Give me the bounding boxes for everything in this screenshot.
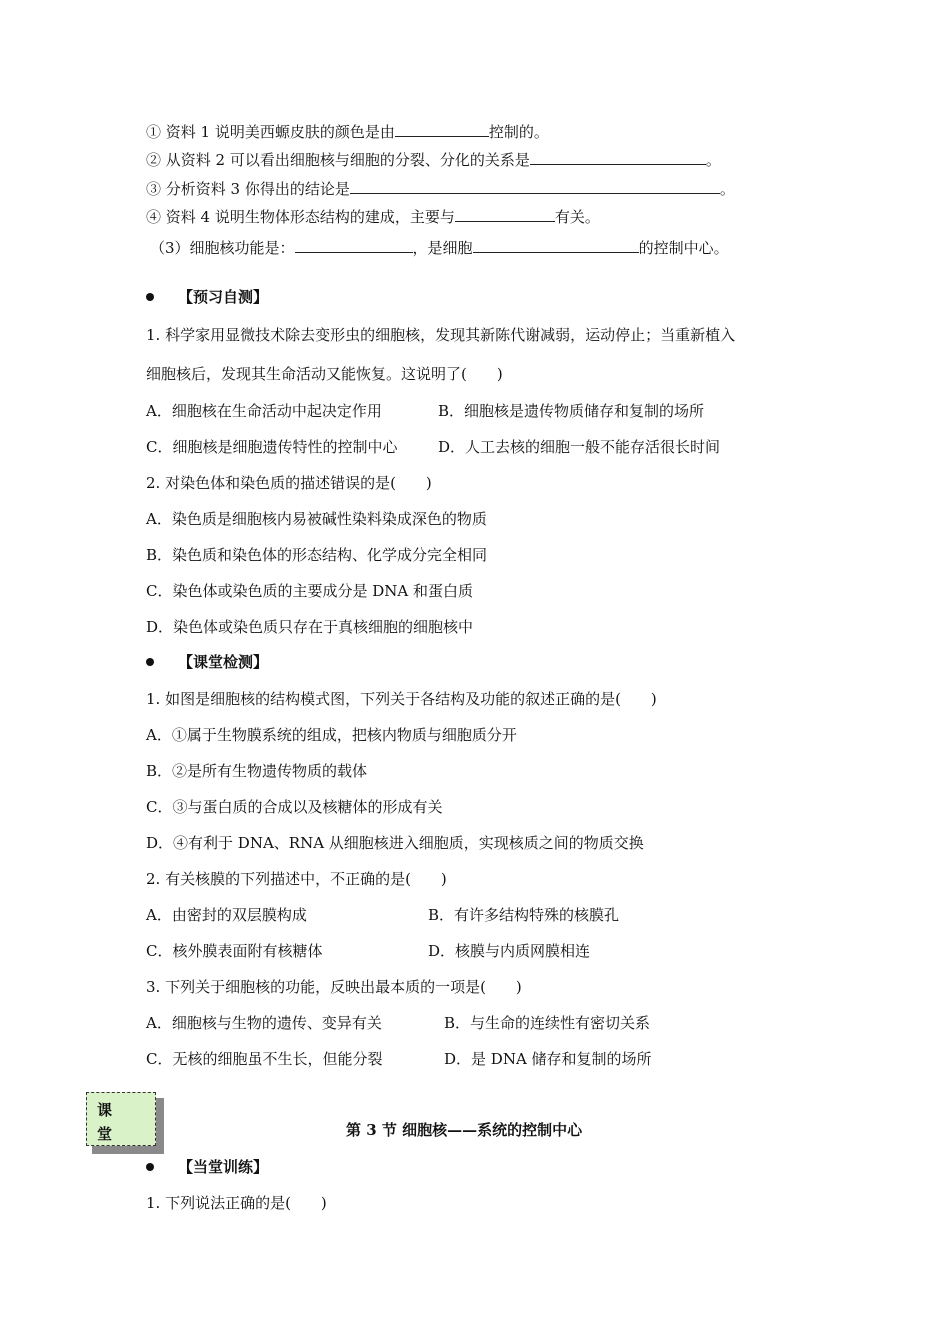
question-text: 2. 有关核膜的下列描述中，不正确的是( ) <box>146 870 447 888</box>
option-a: A．①属于生物膜系统的组成，把核内物质与细胞质分开 <box>146 726 517 744</box>
bullet-icon <box>146 293 154 301</box>
option-a: A．染色质是细胞核内易被碱性染料染成深色的物质 <box>146 510 487 528</box>
question-line-1: ① 资料 1 说明美西螈皮肤的颜色是由 控制的。 <box>146 123 549 141</box>
option-b: B．细胞核是遗传物质储存和复制的场所 <box>438 402 705 420</box>
classroom-stamp <box>86 1092 156 1146</box>
question-text: 1. 下列说法正确的是( ) <box>146 1194 327 1212</box>
answer-blank[interactable] <box>350 179 720 194</box>
stamp-char-1: 课 <box>97 1101 113 1119</box>
bullet-icon <box>146 1163 154 1171</box>
option-c: C．③与蛋白质的合成以及核糖体的形成有关 <box>146 798 443 816</box>
question-line-3: ③ 分析资料 3 你得出的结论是 。 <box>146 180 735 198</box>
option-c: C．核外膜表面附有核糖体 <box>146 942 323 960</box>
option-b: B．②是所有生物遗传物质的载体 <box>146 762 368 780</box>
option-b: B．染色质和染色体的形态结构、化学成分完全相同 <box>146 546 488 564</box>
question-text: 3. 下列关于细胞核的功能，反映出最本质的一项是( ) <box>146 978 522 996</box>
option-a: A．细胞核与生物的遗传、变异有关 <box>146 1014 382 1032</box>
answer-blank[interactable] <box>530 150 706 165</box>
option-c: C．染色体或染色质的主要成分是 DNA 和蛋白质 <box>146 582 473 600</box>
answer-blank[interactable] <box>395 122 489 137</box>
answer-blank[interactable] <box>455 207 555 222</box>
option-d: D．核膜与内质网膜相连 <box>428 942 591 960</box>
option-b: B．有许多结构特殊的核膜孔 <box>428 906 620 924</box>
option-c: C．无核的细胞虽不生长，但能分裂 <box>146 1050 383 1068</box>
answer-blank[interactable] <box>295 238 413 253</box>
section-title: 第 3 节 细胞核——系统的控制中心 <box>346 1121 583 1139</box>
option-a: A．细胞核在生命活动中起决定作用 <box>146 402 382 420</box>
option-d: D．染色体或染色质只存在于真核细胞的细胞核中 <box>146 618 474 636</box>
bullet-icon <box>146 658 154 666</box>
question-text: 2. 对染色体和染色质的描述错误的是( ) <box>146 474 432 492</box>
option-d: D．人工去核的细胞一般不能存活很长时间 <box>438 438 721 456</box>
option-b: B．与生命的连续性有密切关系 <box>444 1014 651 1032</box>
answer-blank[interactable] <box>473 238 639 253</box>
question-text: 细胞核后，发现其生命活动又能恢复。这说明了( ) <box>146 365 503 383</box>
section-heading-classcheck: 【课堂检测】 <box>178 653 269 671</box>
stamp-char-2: 堂 <box>97 1125 113 1143</box>
function-line: （3）细胞核功能是： ，是细胞 的控制中心。 <box>150 239 729 257</box>
option-c: C．细胞核是细胞遗传特性的控制中心 <box>146 438 398 456</box>
question-line-4: ④ 资料 4 说明生物体形态结构的建成，主要与 有关。 <box>146 208 600 226</box>
question-text: 1. 如图是细胞核的结构模式图，下列关于各结构及功能的叙述正确的是( ) <box>146 690 657 708</box>
section-heading-training: 【当堂训练】 <box>178 1158 269 1176</box>
option-d: D．是 DNA 储存和复制的场所 <box>444 1050 652 1068</box>
question-text: 1. 科学家用显微技术除去变形虫的细胞核，发现其新陈代谢减弱，运动停止；当重新植入 <box>146 326 736 344</box>
question-line-2: ② 从资料 2 可以看出细胞核与细胞的分裂、分化的关系是 。 <box>146 151 721 169</box>
option-a: A．由密封的双层膜构成 <box>146 906 307 924</box>
option-d: D．④有利于 DNA、RNA 从细胞核进入细胞质，实现核质之间的物质交换 <box>146 834 644 852</box>
section-heading-preview: 【预习自测】 <box>178 288 269 306</box>
